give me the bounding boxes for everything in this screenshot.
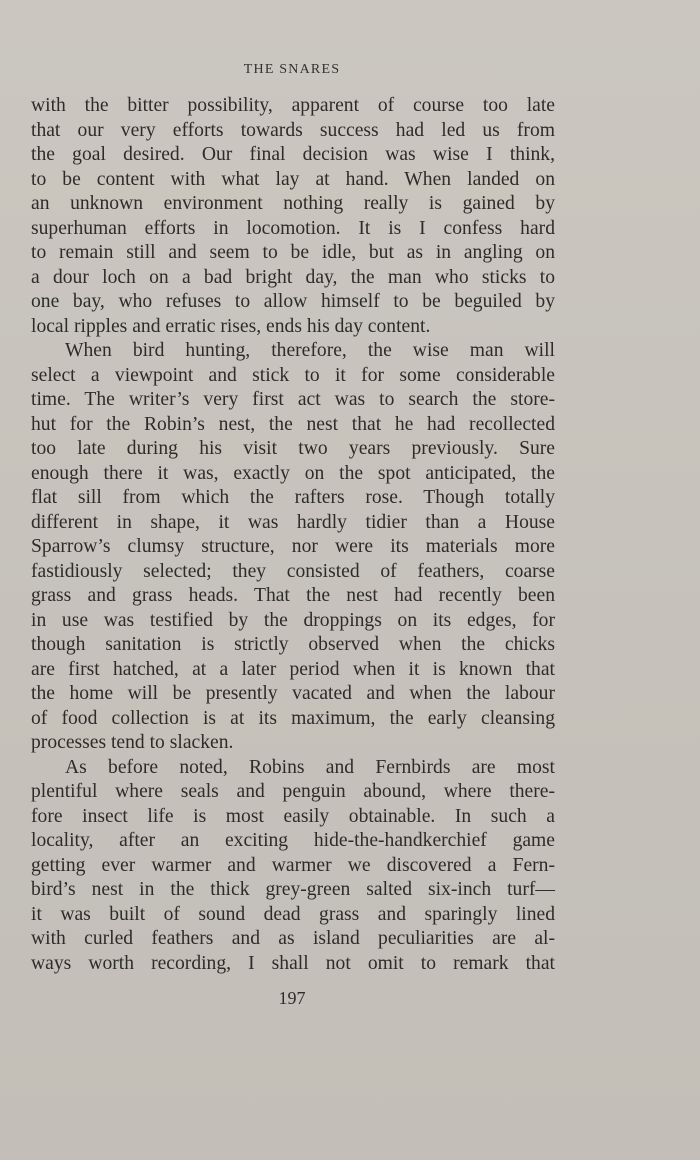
text-line: though sanitation is strictly observed when the chicks [31,634,555,655]
text-line: fastidiously selected; they consisted of feathers, coarse [31,560,555,582]
text-line: of food collection is at its maximum, the early cleansing [31,707,555,729]
text-line: fore insect life is most easily obtainable. In such a [31,805,555,827]
text-line: the goal desired. Our final decision was wise I think, [31,144,555,165]
page-number: 197 [278,988,306,1008]
text-line: different in shape, it was hardly tidier than a House [31,511,555,533]
text-line: too late during his visit two years previously. Sure [31,438,555,459]
text-line: hut for the Robin’s nest, the nest that he had recollected [31,413,555,435]
text-line: As before noted, Robins and Fernbirds are most [65,756,555,778]
text-line: it was built of sound dead grass and sparingly lined [31,903,555,925]
text-line: with curled feathers and as island peculiarities are al- [31,928,555,949]
text-line: an unknown environment nothing really is gained by [31,193,555,214]
text-line: plentiful where seals and penguin abound, where there- [31,781,555,802]
text-line: with the bitter possibility, apparent of course too late [31,95,555,116]
text-line: a dour loch on a bad bright day, the man who sticks to [31,266,555,288]
text-line: When bird hunting, therefore, the wise man will [65,340,555,361]
text-line: time. The writer’s very first act was to search the store- [31,389,555,410]
text-line: flat sill from which the rafters rose. Though totally [31,487,555,508]
text-line: enough there it was, exactly on the spot anticipated, the [31,462,555,484]
text-line: bird’s nest in the thick grey-green salted six-inch turf— [31,879,555,900]
text-line: select a viewpoint and stick to it for some considerable [31,364,555,386]
text-line: getting ever warmer and warmer we discovered a Fern- [31,854,555,876]
text-line: to be content with what lay at hand. When landed on [31,168,555,190]
text-line: to remain still and seem to be idle, but as in angling on [31,242,555,263]
text-line: ways worth recording, I shall not omit to remark that [31,952,555,974]
text-line: grass and grass heads. That the nest had recently been [31,585,555,606]
text-line: local ripples and erratic rises, ends his day content. [31,315,431,337]
body-text [31,94,555,976]
text-line: processes tend to slacken. [31,732,234,753]
running-head: THE SNARES [243,62,341,77]
text-line: are first hatched, at a later period when it is known that [31,658,555,680]
text-line: in use was testified by the droppings on its edges, for [31,609,555,631]
text-line: Sparrow’s clumsy structure, nor were its materials more [31,536,555,557]
text-line: the home will be presently vacated and when the labour [31,683,555,704]
text-line: that our very efforts towards success had led us from [31,119,555,141]
text-line: superhuman efforts in locomotion. It is I confess hard [31,217,555,239]
text-line: locality, after an exciting hide-the-handkerchief game [31,830,555,851]
text-line: one bay, who refuses to allow himself to be beguiled by [31,291,555,312]
